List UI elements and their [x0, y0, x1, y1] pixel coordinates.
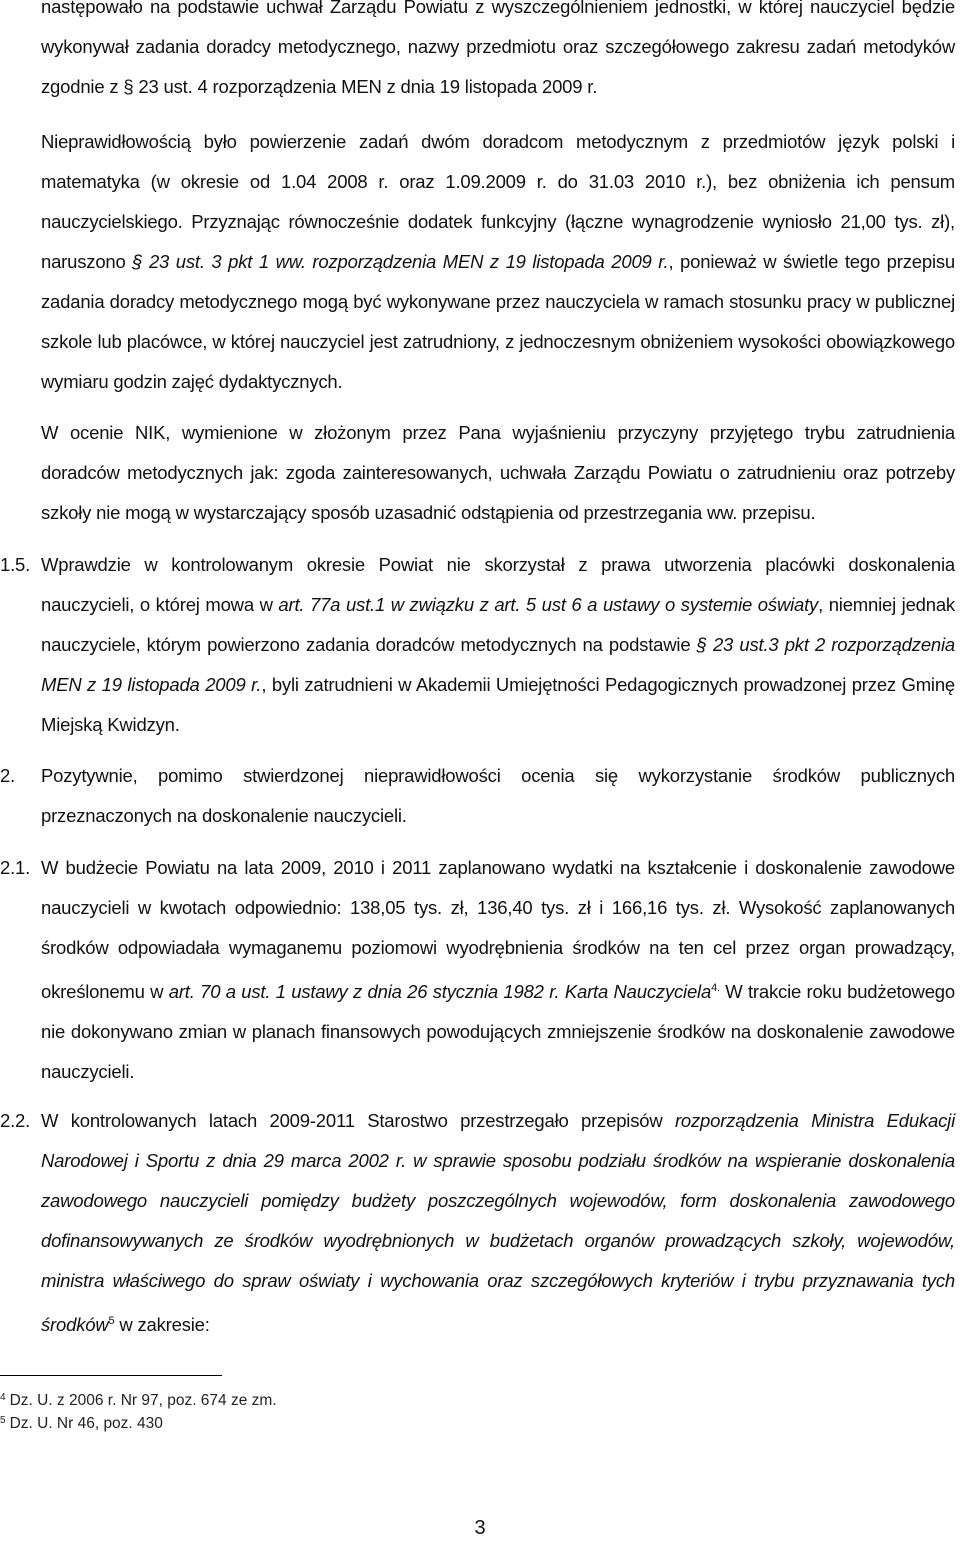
legal-citation: § 23 ust. 3 pkt 1 ww. rozporządzenia MEN z 19 listopada 2009 r. — [132, 251, 669, 272]
item-number: 2.2. — [0, 1110, 31, 1131]
footnote-4 — [0, 1388, 277, 1411]
section-sign: § — [123, 76, 134, 97]
item-body — [41, 545, 955, 745]
paragraph-nieprawidlowosc — [41, 122, 955, 402]
item-text: W trakcie roku budżetowego nie dokonywano zmian w planach finansowych powodujących zmniejszenie środków na doskonalenie zawodowe nauczycieli. — [41, 981, 955, 1082]
paragraph-text: następowało na podstawie uchwał Zarządu Powiatu z wyszczególnieniem jednostki, w której nauczyciel będzie wykonywał zadania doradcy metodycznego, nazwy przedmiotu oraz szczegółowego zakresu zadań metodyków zgodnie z — [41, 0, 955, 97]
item-2-2 — [0, 1101, 955, 1345]
footnote-mark: 5 — [0, 1415, 6, 1426]
item-text: w zakresie: — [114, 1314, 210, 1335]
paragraph-text: 23 ust. 4 rozporządzenia MEN z dnia 19 listopada 2009 r. — [133, 76, 598, 97]
item-2 — [0, 756, 955, 836]
item-1-5 — [0, 545, 955, 745]
footnote-mark: 4 — [0, 1392, 6, 1403]
item-number: 2. — [0, 765, 16, 786]
footnote-text: Dz. U. Nr 46, poz. 430 — [9, 1415, 163, 1432]
paragraph-doradcy-uchwaly — [41, 0, 955, 107]
page-number: 3 — [474, 1517, 486, 1539]
paragraph-text: , ponieważ w świetle tego przepisu zadania doradcy metodycznego mogą być wykonywane przez nauczyciela w ramach stosunku pracy w publicznej szkole lub placówce, w której nauczyciel jest zatrudniony, z jednoczesnym obniżeniem wysokości obowiązkowego wymiaru godzin zajęć dydaktycznych. — [41, 251, 955, 392]
footnote-5 — [0, 1411, 163, 1434]
footnote-separator — [0, 1375, 222, 1376]
legal-citation: rozporządzenia Ministra Edukacji Narodowej i Sportu z dnia 29 marca 2002 r. w sprawie sposobu podziału środków na wspieranie doskonalenia zawodowego nauczycieli pomiędzy budżety poszczególnych wojewodów, form doskonalenia zawodowego dofinansowywanych ze środków wyodrębnionych w budżetach organów prowadzących szkoły, wojewodów, ministra właściwego do spraw oświaty i wychowania oraz szczegółowych kryteriów i trybu przyznawania tych środków — [41, 1110, 955, 1335]
item-number: 2.1. — [0, 857, 31, 878]
paragraph-text: Nieprawidłowością było powierzenie zadań dwóm doradcom metodycznym z przedmiotów język polski i matematyka (w okresie od 1.04 2008 r. oraz 1.09.2009 r. do 31.03 2010 r.), bez obniżenia ich pensum nauczycielskiego. Przyznając równocześnie dodatek funkcyjny (łączne wynagrodzenie wyniosło 21,00 tys. zł), naruszono — [41, 131, 955, 272]
footnote-text: Dz. U. z 2006 r. Nr 97, poz. 674 ze zm. — [9, 1392, 277, 1409]
footnote-reference: 5 — [108, 1315, 115, 1327]
item-number: 1.5. — [0, 554, 31, 575]
paragraph-ocena-nik — [41, 413, 955, 533]
item-text: W kontrolowanych latach 2009-2011 Starostwo przestrzegało przepisów — [41, 1110, 675, 1131]
item-text: Wprawdzie w kontrolowanym okresie Powiat nie skorzystał z prawa utworzenia placówki doskonalenia nauczycieli, o której mowa w — [41, 554, 955, 615]
footnote-reference: 4. — [711, 982, 720, 994]
item-text: , byli zatrudnieni w Akademii Umiejętności Pedagogicznych prowadzonej przez Gminę Miejską Kwidzyn. — [41, 674, 955, 735]
item-text: , niemniej jednak nauczyciele, którym powierzono zadania doradców metodycznych na podstawie — [41, 594, 955, 655]
legal-citation: art. 70 a ust. 1 ustawy z dnia 26 stycznia 1982 r. Karta Nauczyciela — [168, 981, 712, 1002]
paragraph-text: W ocenie NIK, wymienione w złożonym przez Pana wyjaśnieniu przyczyny przyjętego trybu zatrudnienia doradców metodycznych jak: zgoda zainteresowanych, uchwała Zarządu Powiatu o zatrudnieniu oraz potrzeby szkoły nie mogą w wystarczający sposób uzasadnić odstąpienia od przestrzegania ww. przepisu. — [41, 422, 955, 523]
item-body — [41, 1101, 955, 1345]
item-2-1 — [0, 848, 955, 1092]
legal-citation: art. 77a ust.1 w związku z art. 5 ust 6 a ustawy o systemie oświaty — [278, 594, 819, 615]
item-body: Pozytywnie, pomimo stwierdzonej nieprawidłowości ocenia się wykorzystanie środków publicznych przeznaczonych na doskonalenie nauczycieli. — [41, 765, 955, 826]
legal-citation: § 23 ust.3 pkt 2 rozporządzenia MEN z 19 listopada 2009 r. — [41, 634, 956, 695]
item-text: W budżecie Powiatu na lata 2009, 2010 i 2011 zaplanowano wydatki na kształcenie i doskonalenie zawodowe nauczycieli w kwotach odpowiednio: 138,05 tys. zł, 136,40 tys. zł i 166,16 tys. zł. Wysokość zaplanowanych środków odpowiadała wymaganemu poziomowi wyodrębnienia środków na ten cel przez organ prowadzący, określonemu w — [41, 857, 955, 1002]
item-body — [41, 848, 955, 1092]
